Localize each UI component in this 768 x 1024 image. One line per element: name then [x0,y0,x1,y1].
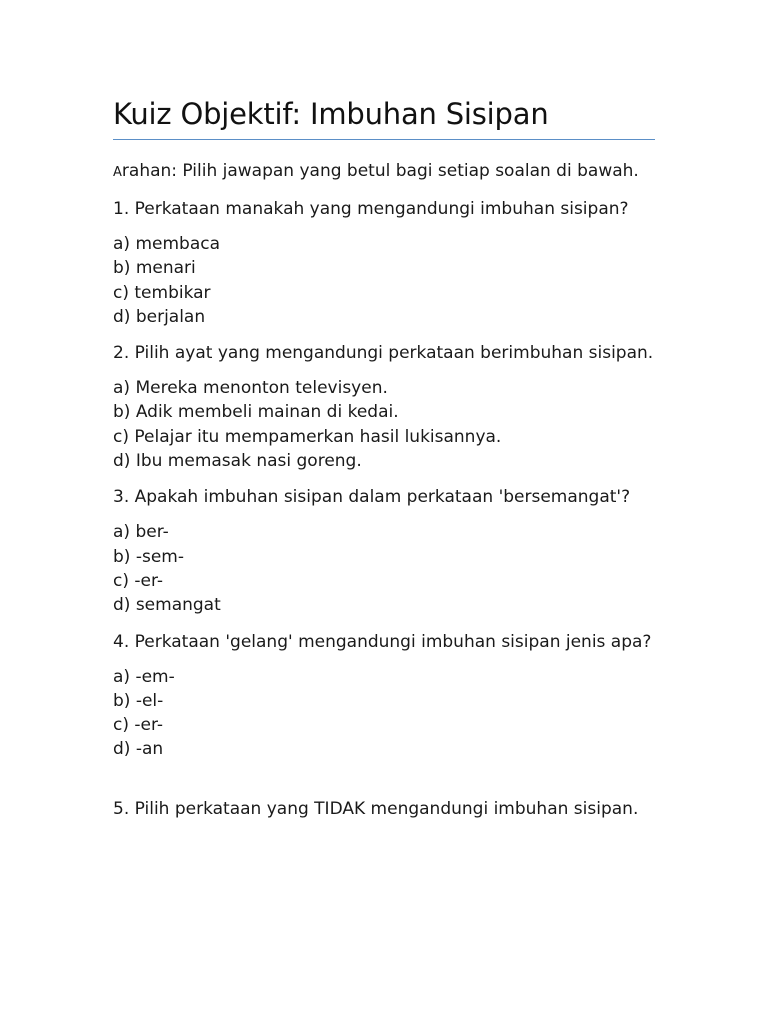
question-1-options [113,232,658,329]
option-item: a) -em- [113,666,175,687]
option-item: d) berjalan [113,306,206,327]
question-2-options [113,376,658,473]
option-item: b) -el- [113,690,164,711]
option-item: b) Adik membeli mainan di kedai. [113,402,399,423]
question-4: 4. Perkataan 'gelang' mengandungi imbuhan sisipan jenis apa? [113,631,652,652]
option-item: a) ber- [113,522,169,543]
question-5: 5. Pilih perkataan yang TIDAK mengandungi imbuhan sisipan. [113,798,639,819]
instruction-rest: rahan: Pilih jawapan yang betul bagi setiap soalan di bawah. [121,161,639,181]
document-page [113,96,658,821]
option-item: c) tembikar [113,282,211,303]
option-item: c) -er- [113,715,164,736]
option-item: c) Pelajar itu mempamerkan hasil lukisannya. [113,426,502,447]
option-item: b) -sem- [113,546,184,567]
option-item: b) menari [113,258,196,279]
question-4-options [113,665,658,762]
option-item: d) semangat [113,595,221,616]
option-item: c) -er- [113,570,164,591]
page-title: Kuiz Objektif: Imbuhan Sisipan [113,97,549,131]
option-item: a) Mereka menonton televisyen. [113,378,388,399]
question-1: 1. Perkataan manakah yang mengandungi imbuhan sisipan? [113,199,629,219]
question-3: 3. Apakah imbuhan sisipan dalam perkataan 'bersemangat'? [113,487,631,508]
question-3-options [113,520,658,617]
instruction-first-letter: A [113,165,122,180]
title-divider [113,139,655,140]
option-item: d) Ibu memasak nasi goreng. [113,451,362,472]
instruction-text [113,159,658,185]
option-item: a) membaca [113,234,221,254]
option-item: d) -an [113,739,164,760]
question-2: 2. Pilih ayat yang mengandungi perkataan berimbuhan sisipan. [113,343,654,364]
